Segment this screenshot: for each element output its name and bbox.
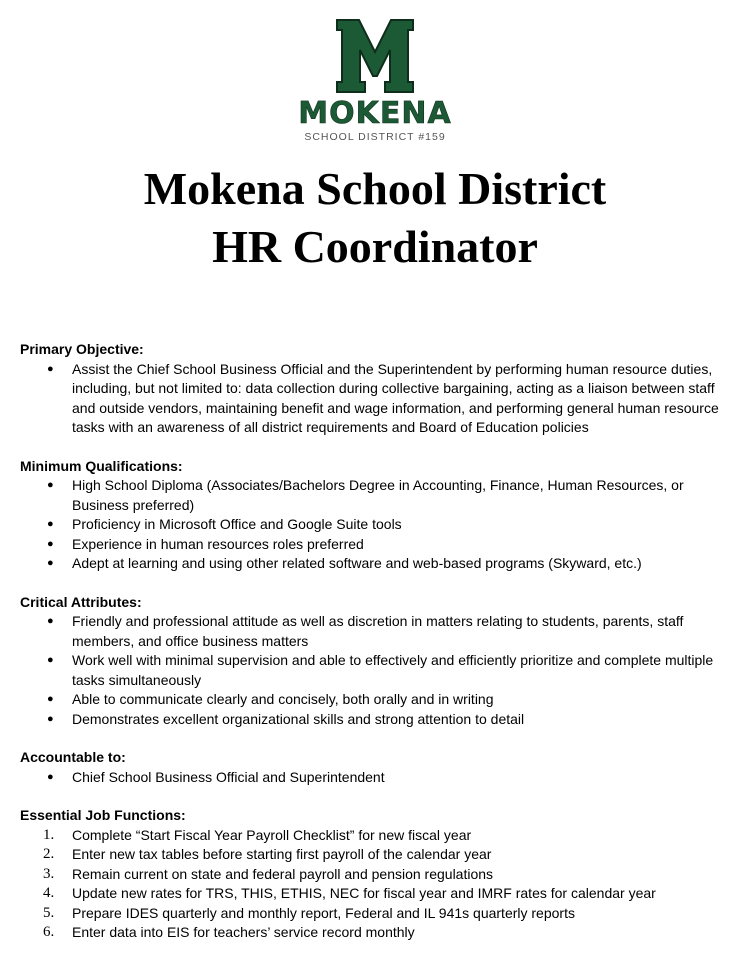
list-item: ● Adept at learning and using other related software and web-based programs (Skyward, etc.) — [72, 554, 740, 574]
bullet-list — [20, 476, 740, 574]
title-line-1: Mokena School District — [143, 163, 607, 214]
logo-subtitle: SCHOOL DISTRICT #159 — [304, 131, 446, 143]
title-line-2: HR Coordinator — [212, 221, 538, 272]
list-number: 4. — [43, 885, 55, 901]
list-item-text: Prepare IDES quarterly and monthly report, Federal and IL 941s quarterly reports — [72, 904, 575, 921]
list-number: 1. — [43, 826, 55, 843]
numbered-list — [20, 826, 740, 943]
section-minimum-qualifications — [20, 457, 740, 574]
section-heading: Primary Objective: — [20, 341, 144, 357]
list-item-text: Update new rates for TRS, THIS, ETHIS, NEC for fiscal year and IMRF rates for calendar year — [72, 885, 656, 901]
list-item-text: Complete “Start Fiscal Year Payroll Checklist” for new fiscal year — [72, 826, 472, 843]
section-heading: Accountable to: — [20, 749, 126, 765]
section-critical-attributes — [20, 593, 740, 730]
list-item — [43, 923, 740, 943]
list-item-text: Enter new tax tables before starting first payroll of the calendar year — [72, 846, 492, 862]
list-item — [43, 865, 740, 885]
list-item: ● Friendly and professional attitude as well as discretion in matters relating to students, parents, staff members, and office business matters — [72, 612, 740, 651]
m-letter-logo-icon — [335, 18, 415, 94]
list-item: ● Work well with minimal supervision and able to effectively and efficiently prioritize and complete multiple tasks simultaneously — [72, 651, 740, 690]
bullet-list — [20, 612, 740, 729]
bullet-list — [20, 768, 740, 788]
list-item — [43, 845, 740, 865]
list-number: 5. — [43, 904, 55, 921]
section-essential-job-functions — [20, 806, 740, 943]
list-item: ● High School Diploma (Associates/Bachelors Degree in Accounting, Finance, Human Resources, or Business preferred) — [72, 476, 740, 515]
logo-name: MOKENA — [298, 96, 452, 131]
list-number: 2. — [43, 846, 55, 862]
list-item-text: Enter data into EIS for teachers’ service record monthly — [72, 924, 415, 940]
page-title — [0, 160, 750, 276]
list-item: ● Demonstrates excellent organizational skills and strong attention to detail — [72, 710, 740, 730]
list-item: ● Experience in human resources roles preferred — [72, 535, 740, 555]
list-item — [43, 826, 740, 846]
section-accountable-to — [20, 748, 740, 787]
list-number: 6. — [43, 924, 55, 940]
section-heading: Minimum Qualifications: — [20, 457, 183, 474]
list-item — [43, 904, 740, 924]
section-primary-objective — [20, 340, 740, 438]
list-item-text: Remain current on state and federal payroll and pension regulations — [72, 865, 494, 882]
district-logo — [0, 18, 750, 143]
list-item: ● Proficiency in Microsoft Office and Google Suite tools — [72, 515, 740, 535]
list-item: ● Chief School Business Official and Superintendent — [72, 768, 740, 788]
section-heading: Essential Job Functions: — [20, 807, 186, 823]
list-number: 3. — [43, 865, 55, 882]
section-heading: Critical Attributes: — [20, 593, 142, 610]
bullet-list — [20, 360, 740, 438]
list-item: ● Able to communicate clearly and concisely, both orally and in writing — [72, 690, 740, 710]
list-item: ● Assist the Chief School Business Official and the Superintendent by performing human resource duties, including, but not limited to: data collection during collective bargaining, acting as a liaison between staff and outside vendors, maintaining benefit and wage information, and performing general human resource tasks with an awareness of all district requirements and Board of Education policies — [72, 360, 740, 438]
list-item — [43, 884, 740, 904]
document-body — [20, 340, 740, 962]
